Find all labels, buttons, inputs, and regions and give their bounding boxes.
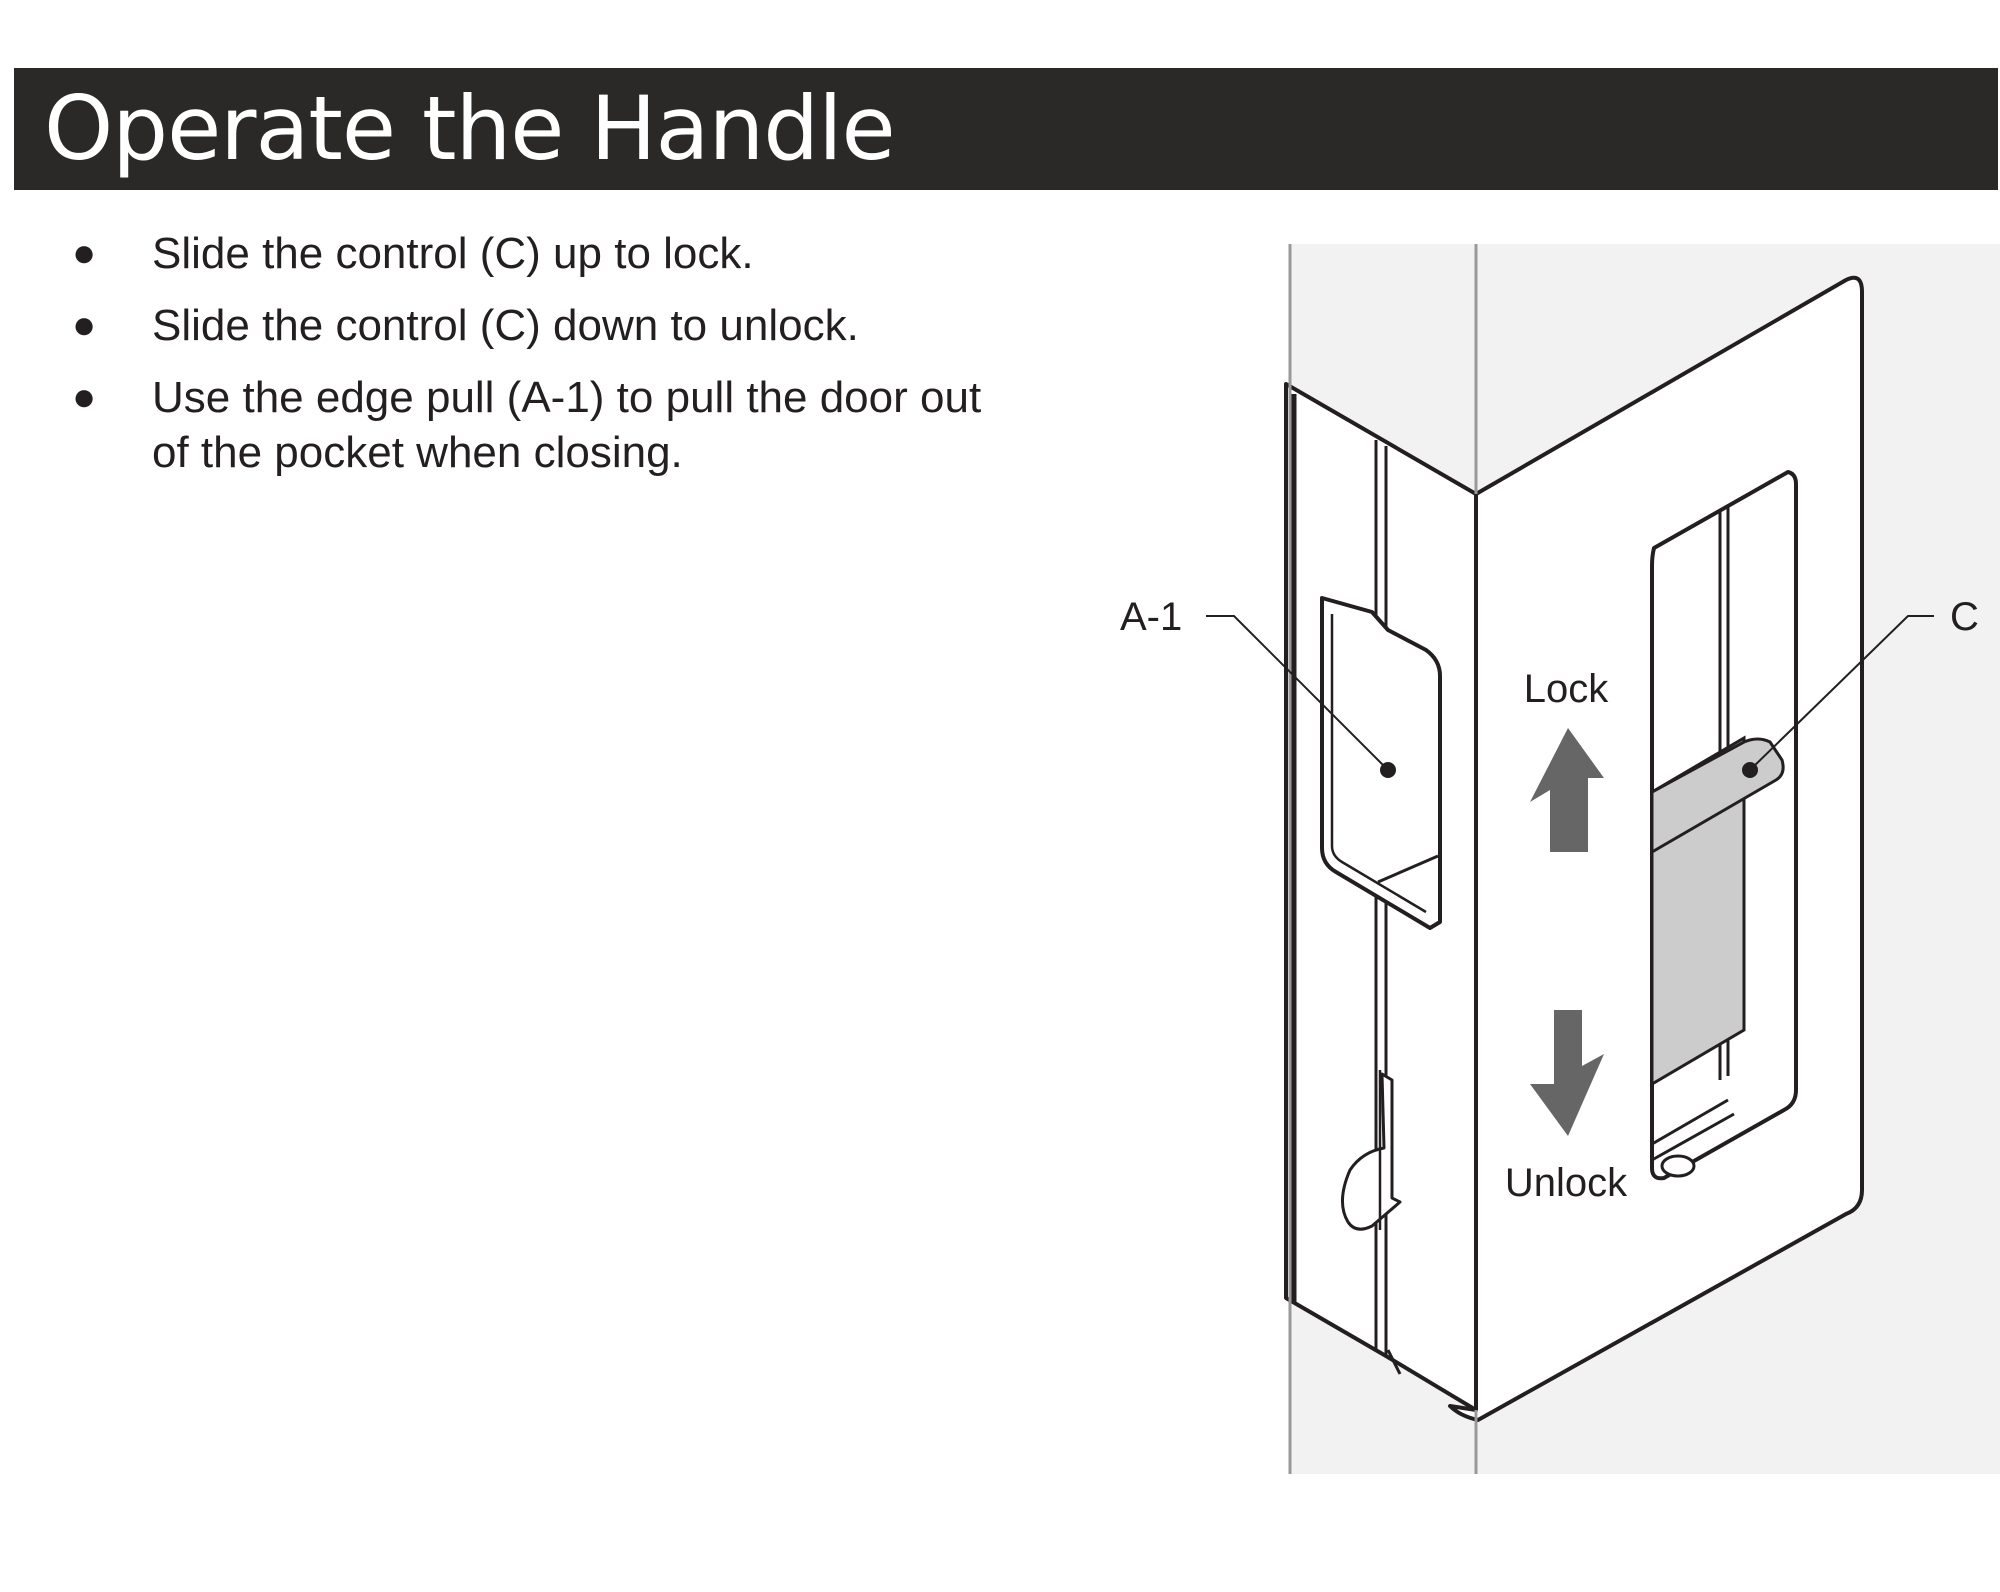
bullet-icon: ● bbox=[72, 231, 97, 275]
instruction-text: Slide the control (C) down to unlock. bbox=[152, 301, 859, 350]
callout-dot-c bbox=[1742, 762, 1758, 778]
instruction-text: Slide the control (C) up to lock. bbox=[152, 229, 754, 278]
bullet-icon: ● bbox=[72, 303, 97, 347]
callout-dot-a1 bbox=[1380, 762, 1396, 778]
instruction-text: Use the edge pull (A-1) to pull the door out of the pocket when closing. bbox=[152, 373, 982, 477]
label-lock: Lock bbox=[1523, 667, 1609, 711]
slot-screw bbox=[1662, 1156, 1694, 1176]
label-a1: A-1 bbox=[1120, 595, 1183, 639]
page-title: Operate the Handle bbox=[44, 77, 895, 180]
bullet-icon: ● bbox=[72, 375, 97, 419]
label-c: C bbox=[1950, 595, 1979, 639]
label-unlock: Unlock bbox=[1504, 1161, 1628, 1205]
